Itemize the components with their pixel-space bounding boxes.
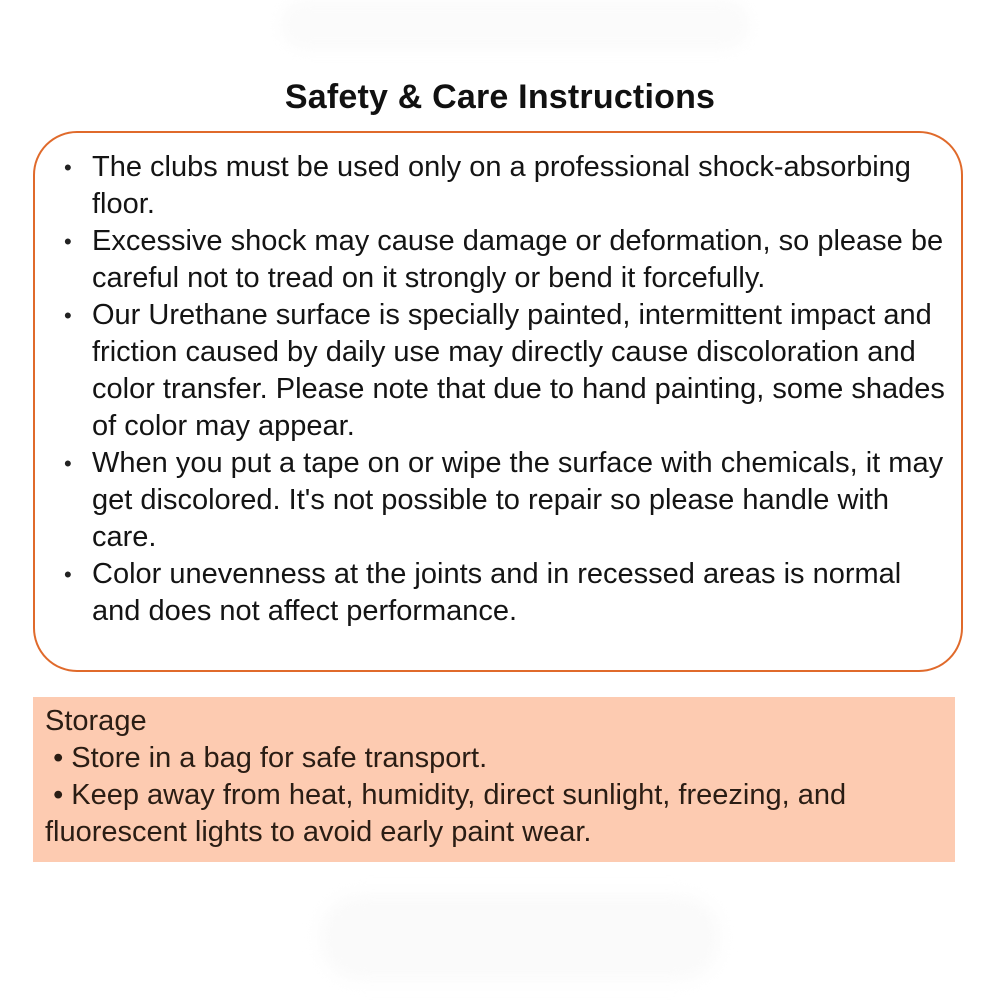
- list-item-text: The clubs must be used only on a professional shock-absorbing floor.: [92, 151, 911, 220]
- list-item-text: When you put a tape on or wipe the surface with chemicals, it may get discolored. It's not possible to repair so please handle with care.: [92, 447, 944, 553]
- storage-heading: Storage: [45, 705, 147, 737]
- safety-list: [64, 149, 952, 630]
- faded-footer-graphic: [320, 895, 720, 980]
- safety-instructions-box: [33, 131, 963, 672]
- list-item-text: Color unevenness at the joints and in recessed areas is normal and does not affect performance.: [92, 558, 902, 627]
- bullet-icon: •: [64, 451, 72, 476]
- list-item-text: Excessive shock may cause damage or deformation, so please be careful not to tread on it strongly or bend it forcefully.: [92, 225, 944, 294]
- page-title: Safety & Care Instructions: [284, 78, 716, 116]
- bullet-icon: •: [64, 303, 72, 328]
- list-item: [64, 445, 952, 556]
- list-item: [64, 149, 952, 223]
- faded-header-graphic: [280, 0, 750, 50]
- list-item-text: Our Urethane surface is specially painted, intermittent impact and friction caused by daily use may directly cause discoloration and color transfer. Please note that due to hand painting, some shades of color may appear.: [92, 299, 945, 442]
- storage-item: • Store in a bag for safe transport.: [45, 742, 488, 774]
- list-item: [64, 297, 952, 445]
- storage-section: [33, 697, 955, 862]
- bullet-icon: •: [64, 155, 72, 180]
- storage-item: • Keep away from heat, humidity, direct sunlight, freezing, and fluorescent lights to avoid early paint wear.: [45, 779, 855, 848]
- list-item: [64, 223, 952, 297]
- bullet-icon: •: [64, 562, 72, 587]
- bullet-icon: •: [64, 229, 72, 254]
- list-item: [64, 556, 952, 630]
